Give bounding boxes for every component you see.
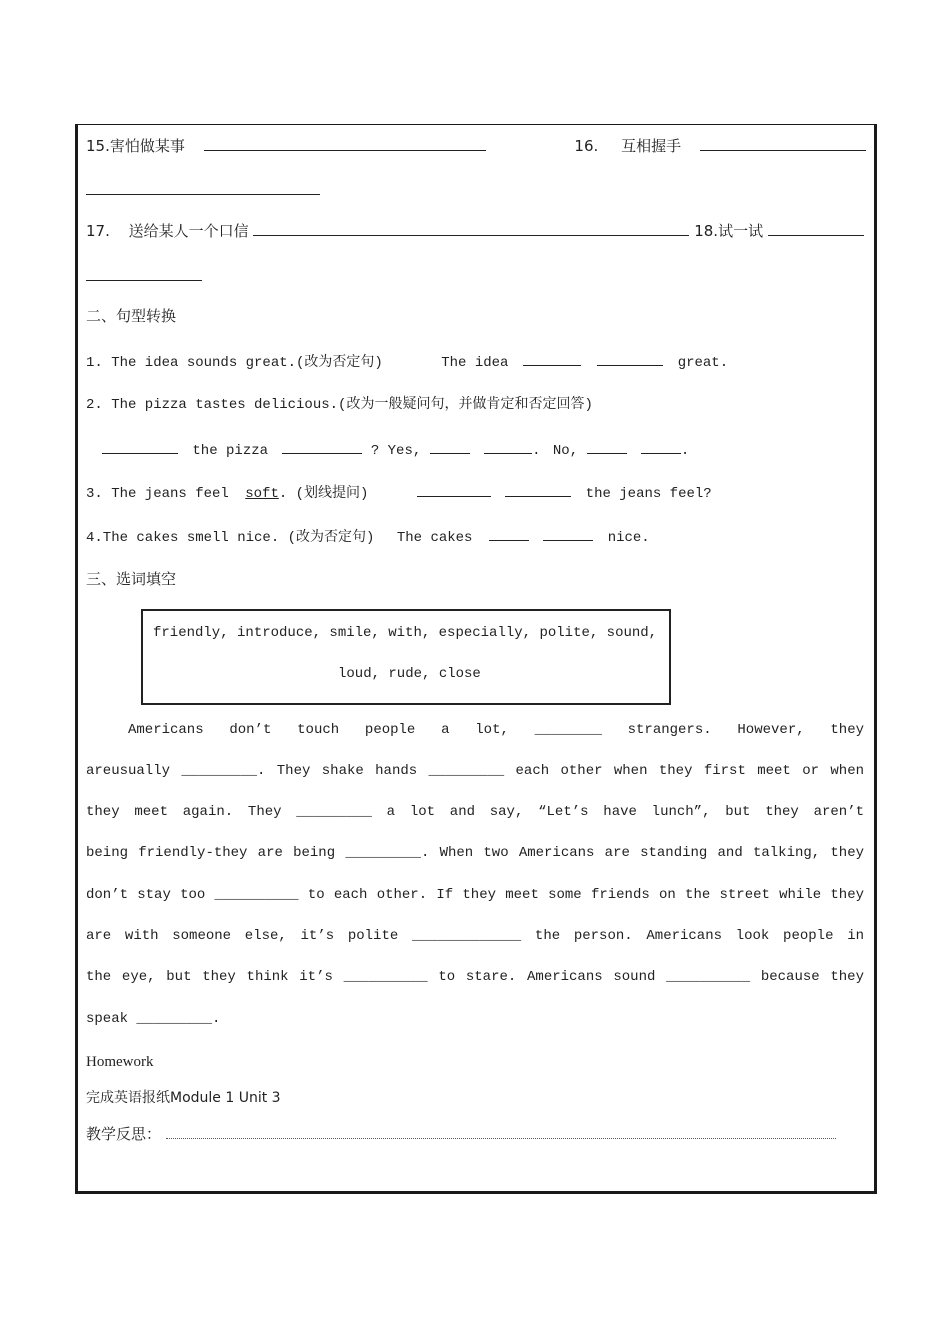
passage-line-7: the eye, but they think it’s __________ to stare. Americans sound __________ because they [86, 969, 864, 985]
section2-heading: 二、句型转换 [86, 307, 177, 325]
vocab-row-15-16 [86, 136, 866, 156]
q16-blank [700, 136, 866, 151]
sentence-2: 2. The pizza tastes delicious.(改为一般疑问句，并做肯定和否定回答) [86, 397, 593, 413]
q15-label: 15.害怕做某事 [86, 137, 185, 155]
reflection-label: 教学反思： [86, 1125, 162, 1143]
sentence-2-answer: the pizza ? Yes, . No, . [102, 439, 689, 461]
homework-task: 完成英语报纸Module 1 Unit 3 [86, 1090, 281, 1106]
q17-label: 送给某人一个口信 [128, 222, 249, 240]
q18-blank [768, 221, 864, 236]
word-bank-line-1: friendly, introduce, smile, with, especially, polite, sound, [153, 625, 658, 641]
q16-blank-continued [86, 180, 320, 201]
q17-num: 17. [86, 222, 110, 240]
passage-line-1: Americans don’t touch people a lot, ________ strangers. However, they [128, 722, 864, 738]
q17-blank [253, 221, 689, 236]
q16-label: 互相握手 [621, 137, 682, 155]
q15-blank [204, 136, 486, 151]
q18-label: 18.试一试 [694, 222, 764, 240]
reflection-dotted-line [166, 1126, 836, 1139]
passage-line-8: speak _________. [86, 1011, 221, 1027]
word-bank-box [141, 609, 671, 705]
underlined-word: soft [245, 486, 279, 502]
passage-line-2: areusually _________. They shake hands _________ each other when they first meet or when [86, 763, 864, 779]
sentence-4: 4.The cakes smell nice. (改为否定句) The cakes nice. [86, 526, 650, 548]
passage-line-4: being friendly-they are being _________. When two Americans are standing and talking, they [86, 845, 864, 861]
q16-num: 16. [574, 137, 599, 155]
passage-line-6: are with someone else, it’s polite _____________ the person. Americans look people in [86, 928, 864, 944]
passage-line-5: don’t stay too __________ to each other. If they meet some friends on the street while they [86, 887, 864, 903]
reflection-row [86, 1124, 836, 1144]
word-bank-line-2: loud, rude, close [338, 666, 481, 682]
section3-heading: 三、选词填空 [86, 570, 177, 588]
passage-line-3: they meet again. They _________ a lot and say, “Let’s have lunch”, but they aren’t [86, 804, 864, 820]
vocab-row-17-18 [86, 221, 864, 241]
q18-blank-continued [86, 266, 202, 287]
homework-label: Homework [86, 1054, 154, 1070]
sentence-3: 3. The jeans feel soft. (划线提问) the jeans feel? [86, 482, 712, 504]
sentence-1: 1. The idea sounds great.(改为否定句) The idea great. [86, 351, 728, 373]
